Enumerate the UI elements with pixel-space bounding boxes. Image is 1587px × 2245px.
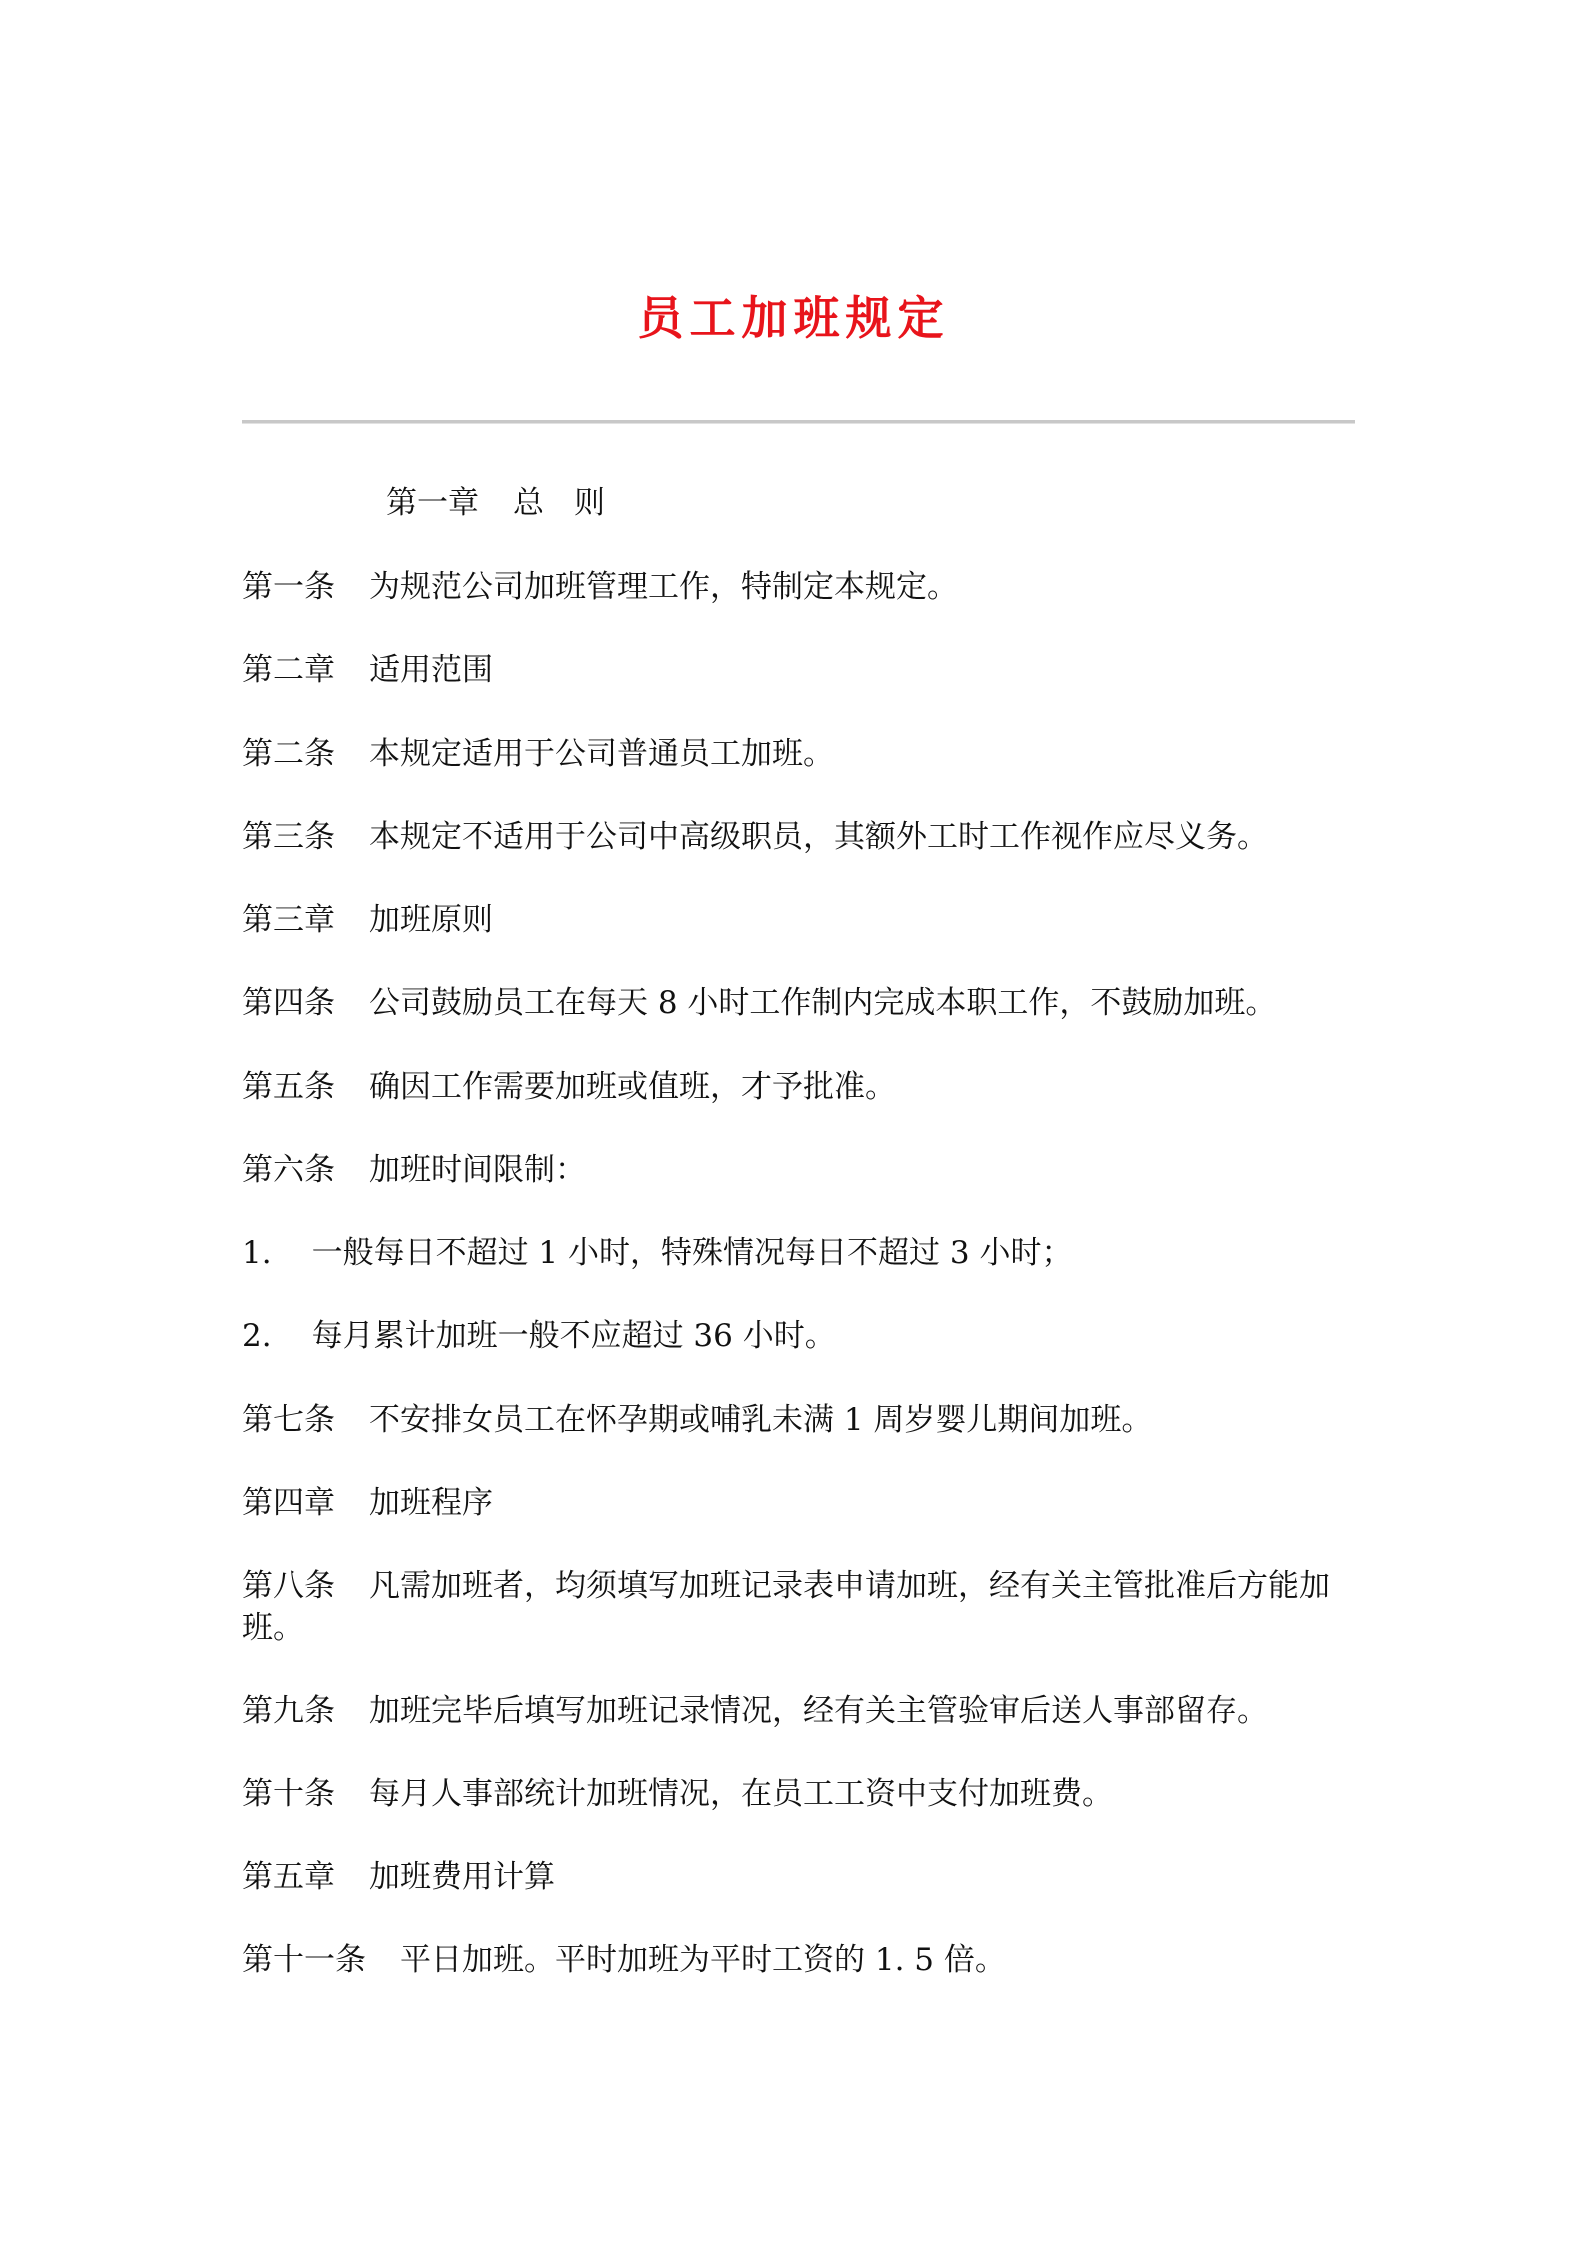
- article-label: 第十条: [242, 1776, 335, 1812]
- article-line: [242, 1939, 1355, 1981]
- chapter-text: 适用范围: [369, 652, 493, 688]
- list-text: 每月累计加班一般不应超过 36 小时。: [311, 1318, 836, 1354]
- chapter-line: [242, 1856, 1355, 1898]
- chapter-label: 第三章: [242, 902, 335, 938]
- article-line: [242, 1565, 1355, 1649]
- article-text: 每月人事部统计加班情况，在员工工资中支付加班费。: [369, 1776, 1113, 1812]
- article-text: 公司鼓励员工在每天 8 小时工作制内完成本职工作，不鼓励加班。: [369, 985, 1277, 1021]
- article-line: [242, 1399, 1355, 1441]
- article-line: [242, 566, 1355, 608]
- chapter-line: [242, 649, 1355, 691]
- chapter-label: 第四章: [242, 1485, 335, 1521]
- article-text: 凡需加班者，均须填写加班记录表申请加班，经有关主管批准后方能加班。: [242, 1568, 1330, 1646]
- chapter-text: 加班原则: [369, 902, 493, 938]
- article-label: 第五条: [242, 1069, 335, 1105]
- article-label: 第九条: [242, 1693, 335, 1729]
- chapter-title-part: 则: [574, 485, 605, 521]
- list-item: [242, 1232, 1355, 1274]
- article-line: [242, 733, 1355, 775]
- article-text: 确因工作需要加班或值班，才予批准。: [369, 1069, 896, 1105]
- article-line: [242, 1773, 1355, 1815]
- article-text: 本规定不适用于公司中高级职员，其额外工时工作视作应尽义务。: [369, 819, 1268, 855]
- chapter-text: 加班程序: [369, 1485, 493, 1521]
- document-title: 员工加班规定: [637, 291, 950, 345]
- article-label: 第三条: [242, 819, 335, 855]
- list-text: 一般每日不超过 1 小时，特殊情况每日不超过 3 小时；: [311, 1235, 1073, 1271]
- article-label: 第四条: [242, 985, 335, 1021]
- article-text: 不安排女员工在怀孕期或哺乳未满 1 周岁婴儿期间加班。: [369, 1402, 1153, 1438]
- article-line: [242, 1066, 1355, 1108]
- article-label: 第一条: [242, 569, 335, 605]
- article-text: 为规范公司加班管理工作，特制定本规定。: [369, 569, 958, 605]
- article-label: 第八条: [242, 1568, 335, 1604]
- article-label: 第六条: [242, 1152, 335, 1188]
- chapter-label: 第五章: [242, 1859, 335, 1895]
- chapter-label: 第二章: [242, 652, 335, 688]
- article-line: [242, 1690, 1355, 1732]
- article-text: 本规定适用于公司普通员工加班。: [369, 736, 834, 772]
- list-item: [242, 1315, 1355, 1357]
- title-divider: [242, 420, 1355, 424]
- list-number: 1.: [242, 1235, 272, 1271]
- article-text: 平日加班。平时加班为平时工资的 1. 5 倍。: [400, 1942, 1006, 1978]
- chapter-title-part: 总: [513, 485, 544, 521]
- chapter-text: 加班费用计算: [369, 1859, 555, 1895]
- list-number: 2.: [242, 1318, 272, 1354]
- article-label: 第十一条: [242, 1942, 366, 1978]
- article-line: [242, 982, 1355, 1024]
- chapter-label: 第一章: [386, 485, 479, 521]
- article-text: 加班时间限制：: [369, 1152, 586, 1188]
- article-line: [242, 816, 1355, 858]
- chapter-heading-1: [386, 482, 605, 524]
- article-label: 第七条: [242, 1402, 335, 1438]
- chapter-line: [242, 1482, 1355, 1524]
- article-label: 第二条: [242, 736, 335, 772]
- article-line: [242, 1149, 1355, 1191]
- article-text: 加班完毕后填写加班记录情况，经有关主管验审后送人事部留存。: [369, 1693, 1268, 1729]
- chapter-line: [242, 899, 1355, 941]
